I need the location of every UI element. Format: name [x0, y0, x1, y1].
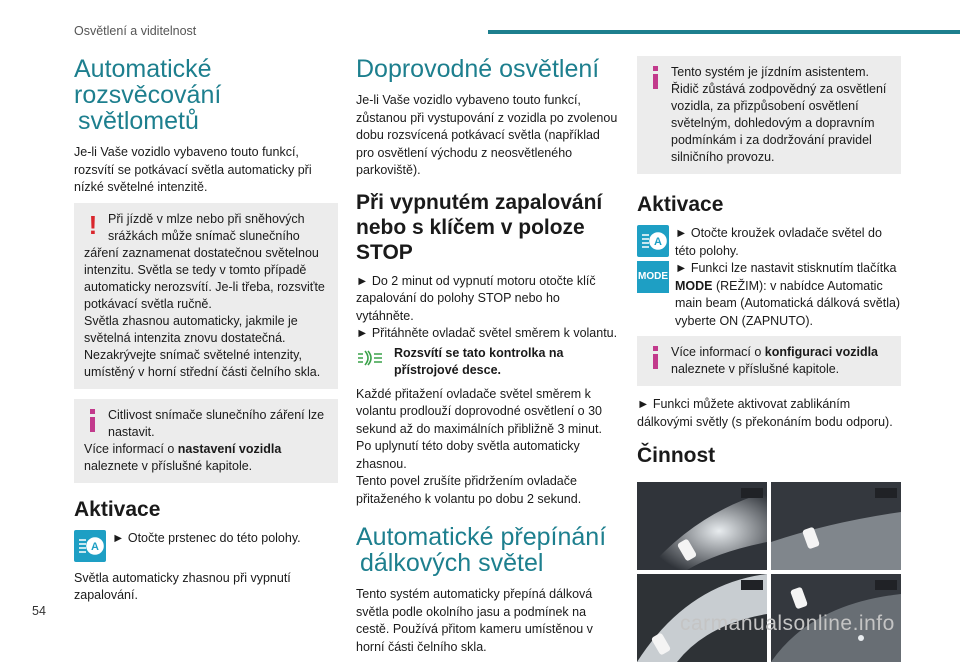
svg-text:A: A — [91, 540, 99, 553]
column-high-beam-assist — [637, 56, 901, 662]
illustration-oncoming-car — [637, 482, 767, 570]
high-beam-intro: Tento systém automaticky přepíná dálková světla podle okolního jasu a podmínek na cestě. Používá přitom kameru umístěnou v horní části čelního skla. — [356, 587, 593, 654]
info-icon — [90, 409, 95, 435]
warning-box — [74, 203, 338, 389]
extension-paragraph: Každé přitažení ovladače světel směrem k volantu prodlouží doprovodné osvětlení o 30 sekund až do maximálních přibližně 3 minut. Po uplynutí této doby světla automaticky zhasnou. — [356, 386, 603, 471]
header-rule — [488, 30, 960, 34]
info-text: Více informací o konfiguraci vozidla naleznete v příslušné kapitole. — [671, 345, 879, 376]
step-2: ► Přitáhněte ovladač světel směrem k volantu. — [356, 326, 618, 340]
lamp-note: Rozsvítí se tato kontrolka na přístrojové desce. — [394, 345, 564, 377]
info-icon — [653, 346, 658, 372]
header-title: Osvětlení a viditelnost — [74, 24, 197, 38]
auto-lights-icon — [74, 530, 106, 562]
illustration-preceding-car — [771, 482, 901, 570]
title-line-1: Automatické přepínání — [356, 523, 607, 551]
info-line-2: nastavit. — [108, 424, 155, 439]
section-title-auto-high-beam — [356, 524, 618, 576]
intro-paragraph: Je-li Vaše vozidlo vybaveno touto funkcí, rozsvítí se potkávací světla automaticky při nízké světelné intenzitě. — [74, 145, 312, 194]
step-3: ► Funkci můžete aktivovat zablikáním dálkovými světly (s překonáním bodu odporu). — [637, 397, 893, 429]
info-box — [74, 399, 338, 483]
section-title-auto-lighting — [74, 56, 338, 134]
mode-button-icon: MODE — [637, 261, 669, 293]
cancel-paragraph: Tento povel zrušíte přidržením ovladače přitaženého k volantu po dobu 2 sekund. — [356, 474, 582, 506]
page-number: 54 — [32, 604, 46, 618]
subsection-heading-ignition-off: Při vypnutém zapalování nebo s klíčem v poloze STOP — [356, 190, 603, 264]
info-text: Řidič zůstává zodpovědný za osvětlení vozidla, za přizpůsobení osvětlení světelným, dohledovým a dopravním podmínkám i za dodržování pravidel silničního provozu. — [671, 82, 887, 164]
activation-row — [637, 225, 901, 330]
step-1: ► Otočte kroužek ovladače světel do této polohy. — [675, 226, 882, 258]
section-title-follow-me-home: Doprovodné osvětlení — [356, 55, 600, 83]
watermark: carmanualsonline.info — [680, 612, 895, 635]
activation-heading: Aktivace — [637, 193, 724, 216]
intro-paragraph: Je-li Vaše vozidlo vybaveno touto funkcí, zůstanou při vystupování z vozidla po zvolenou dobu rozsvícená potkávací světla (například pro osvětlení východu z neosvětleného parkoviště). — [356, 93, 618, 177]
warning-text-2: Světla zhasnou automaticky, jakmile je světelná intenzita znovu dostatečná. — [84, 313, 298, 345]
info-box-2 — [637, 336, 901, 386]
svg-text:A: A — [654, 236, 662, 248]
activation-heading: Aktivace — [74, 497, 161, 521]
warning-text: záření zaznamenat dostatečnou světelnou intenzitu. Světla se tedy v tomto případě automaticky nerozsvítí. Je-li třeba, rozsviťte potkávací světla ručně. — [84, 245, 325, 311]
title-line-2: dálkových světel — [360, 549, 544, 577]
warning-text-3: Nezakrývejte snímač světelné intenzity, umístěný v horní střední části čelního skla. — [84, 347, 321, 379]
column-auto-lighting — [74, 56, 338, 611]
operation-heading: Činnost — [637, 444, 716, 467]
info-line-1: Citlivost snímače slunečního záření lze — [108, 407, 325, 422]
title-line-1: Automatické rozsvěcování — [74, 55, 222, 109]
dipped-beam-lamp-icon — [356, 345, 386, 371]
activation-row — [74, 530, 338, 564]
warning-line-1: Při jízdě v mlze nebo při sněhových — [108, 211, 305, 226]
activation-step: ► Otočte prstenec do této polohy. — [112, 530, 301, 545]
info-more: Více informací o nastavení vozidla naleznete v příslušné kapitole. — [84, 441, 282, 473]
step-2: ► Funkci lze nastavit stisknutím tlačítka MODE (REŽIM): v nabídce Automatic main beam (Automatická dálková světla) vyberte ON (ZAPNUTO). — [675, 261, 901, 328]
info-line-1: Tento systém je jízdním asistentem. — [671, 65, 869, 79]
lamp-note-row — [356, 345, 618, 380]
auto-lights-icon — [637, 225, 669, 257]
info-icon — [653, 66, 658, 92]
warning-line-2: srážkách může snímač slunečního — [108, 228, 300, 243]
warning-icon: ! — [88, 209, 98, 240]
step-1: ► Do 2 minut od vypnutí motoru otočte klíč zapalování do polohy STOP nebo ho vytáhněte. — [356, 273, 596, 323]
activation-note: Světla automaticky zhasnou při vypnutí zapalování. — [74, 570, 291, 602]
column-follow-me-home — [356, 56, 618, 662]
info-box — [637, 56, 901, 174]
title-line-2: světlometů — [78, 107, 199, 135]
